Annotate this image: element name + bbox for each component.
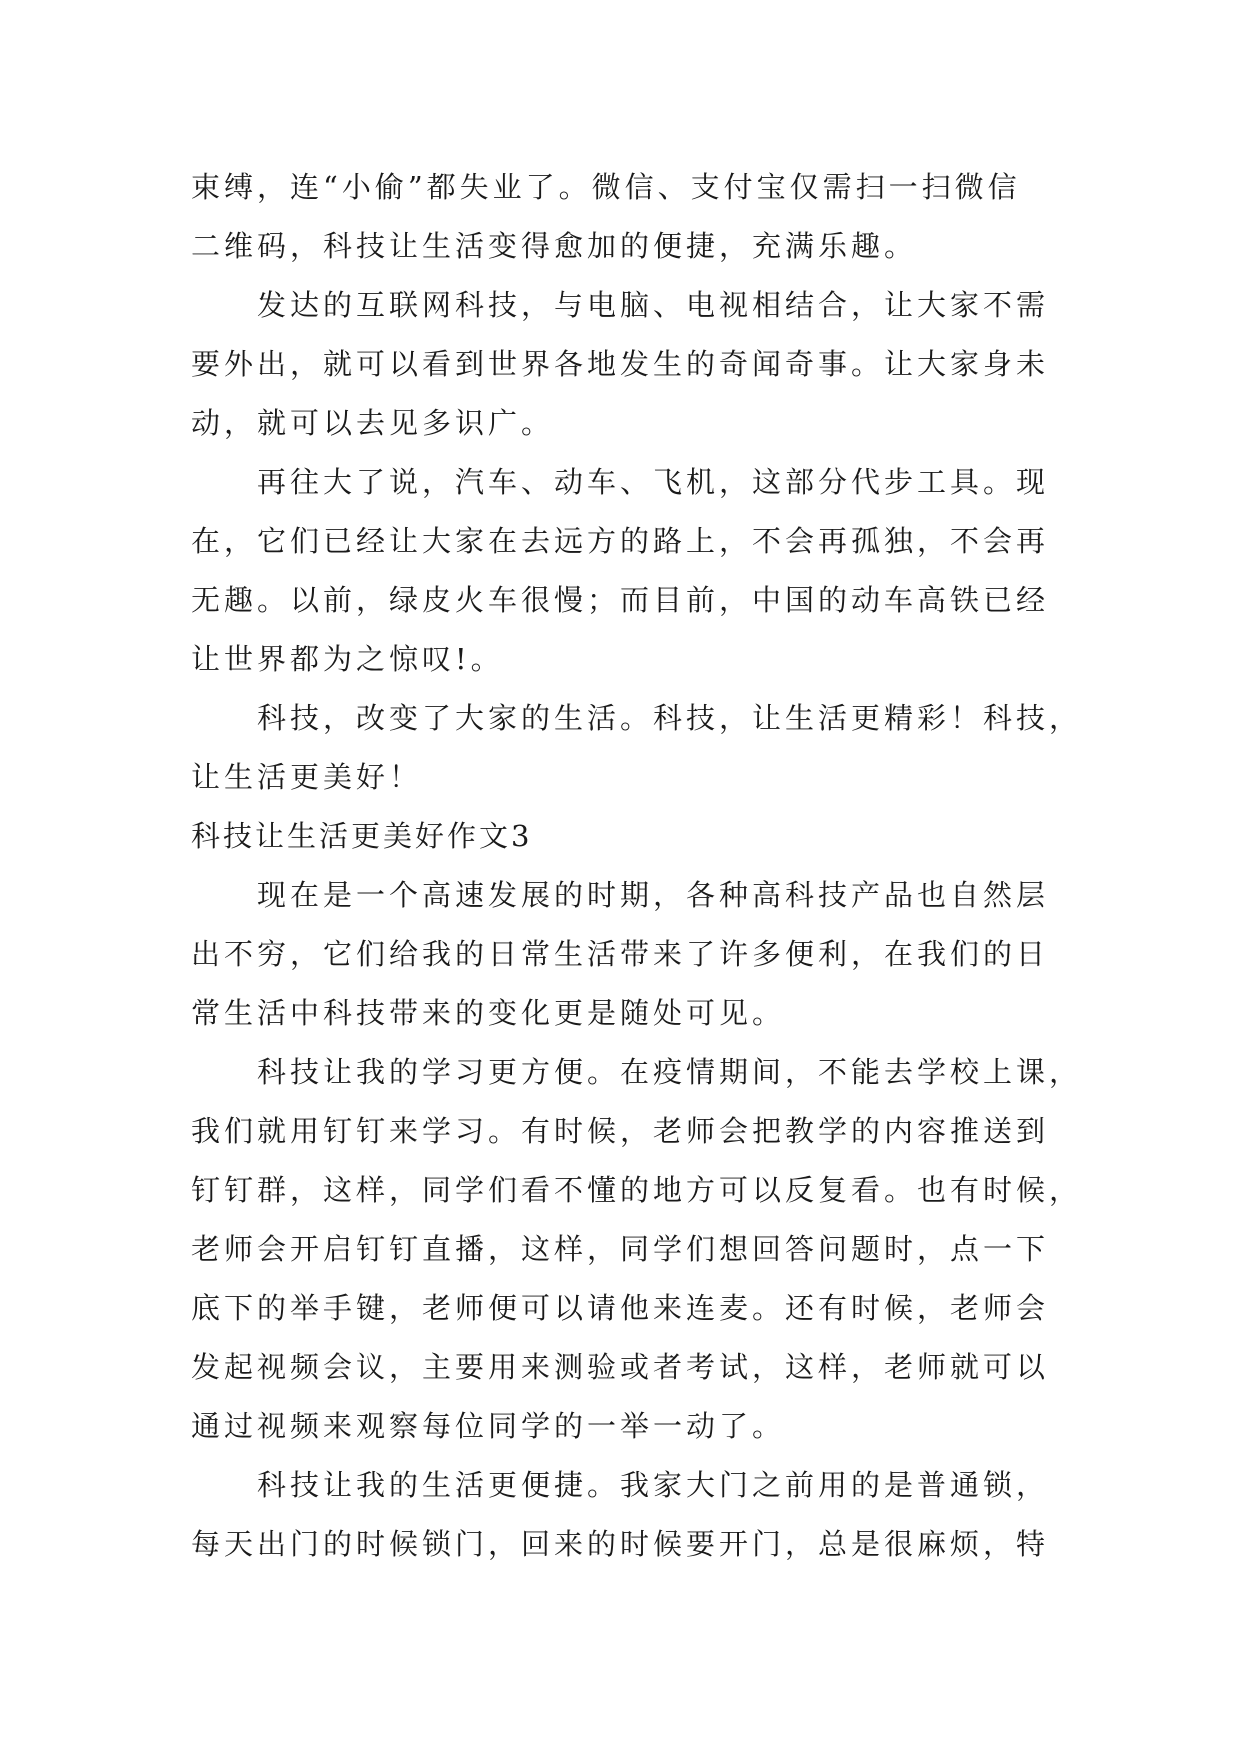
text-line: 我们就用钉钉来学习。有时候，老师会把教学的内容推送到 [191, 1114, 1050, 1148]
paragraph [191, 1456, 1051, 1574]
paragraph [191, 689, 1083, 807]
text-line: 二维码，科技让生活变得愈加的便捷，充满乐趣。 [191, 229, 918, 263]
text-line: 发达的互联网科技，与电脑、电视相结合，让大家不需 [257, 288, 1050, 322]
text-line: 无趣。以前，绿皮火车很慢；而目前，中国的动车高铁已经 [191, 583, 1050, 617]
paragraph [191, 453, 1051, 689]
text-line: 在，它们已经让大家在去远方的路上，不会再孤独，不会再 [191, 524, 1050, 558]
text-line: 让世界都为之惊叹!。 [191, 642, 504, 676]
paragraph [191, 1043, 1083, 1456]
document-body [191, 158, 1083, 1574]
text-line: 底下的举手键，老师便可以请他来连麦。还有时候，老师会 [191, 1291, 1050, 1325]
paragraph [191, 866, 1051, 1043]
section-heading: 科技让生活更美好作文3 [191, 819, 533, 853]
text-line: 要外出，就可以看到世界各地发生的奇闻奇事。让大家身未 [191, 347, 1050, 381]
text-line: 每天出门的时候锁门，回来的时候要开门，总是很麻烦，特 [191, 1527, 1050, 1561]
text-line: 再往大了说，汽车、动车、飞机，这部分代步工具。现 [257, 465, 1050, 499]
text-line: 科技，改变了大家的生活。科技，让生活更精彩！科技， [257, 701, 1083, 735]
text-line: 现在是一个高速发展的时期，各种高科技产品也自然层 [257, 878, 1050, 912]
text-line: 出不穷，它们给我的日常生活带来了许多便利，在我们的日 [191, 937, 1050, 971]
text-line: 科技让我的生活更便捷。我家大门之前用的是普通锁， [257, 1468, 1050, 1502]
text-line: 束缚，连“小偷”都失业了。微信、支付宝仅需扫一扫微信 [191, 170, 1021, 204]
text-line: 老师会开启钉钉直播，这样，同学们想回答问题时，点一下 [191, 1232, 1050, 1266]
text-line: 钉钉群，这样，同学们看不懂的地方可以反复看。也有时候， [191, 1173, 1083, 1207]
text-line: 让生活更美好！ [191, 760, 423, 794]
paragraph [191, 158, 1051, 276]
text-line: 常生活中科技带来的变化更是随处可见。 [191, 996, 786, 1030]
text-line: 通过视频来观察每位同学的一举一动了。 [191, 1409, 786, 1443]
paragraph [191, 276, 1051, 453]
text-line: 动，就可以去见多识广。 [191, 406, 555, 440]
text-line: 科技让我的学习更方便。在疫情期间，不能去学校上课， [257, 1055, 1083, 1089]
text-line: 发起视频会议，主要用来测验或者考试，这样，老师就可以 [191, 1350, 1050, 1384]
